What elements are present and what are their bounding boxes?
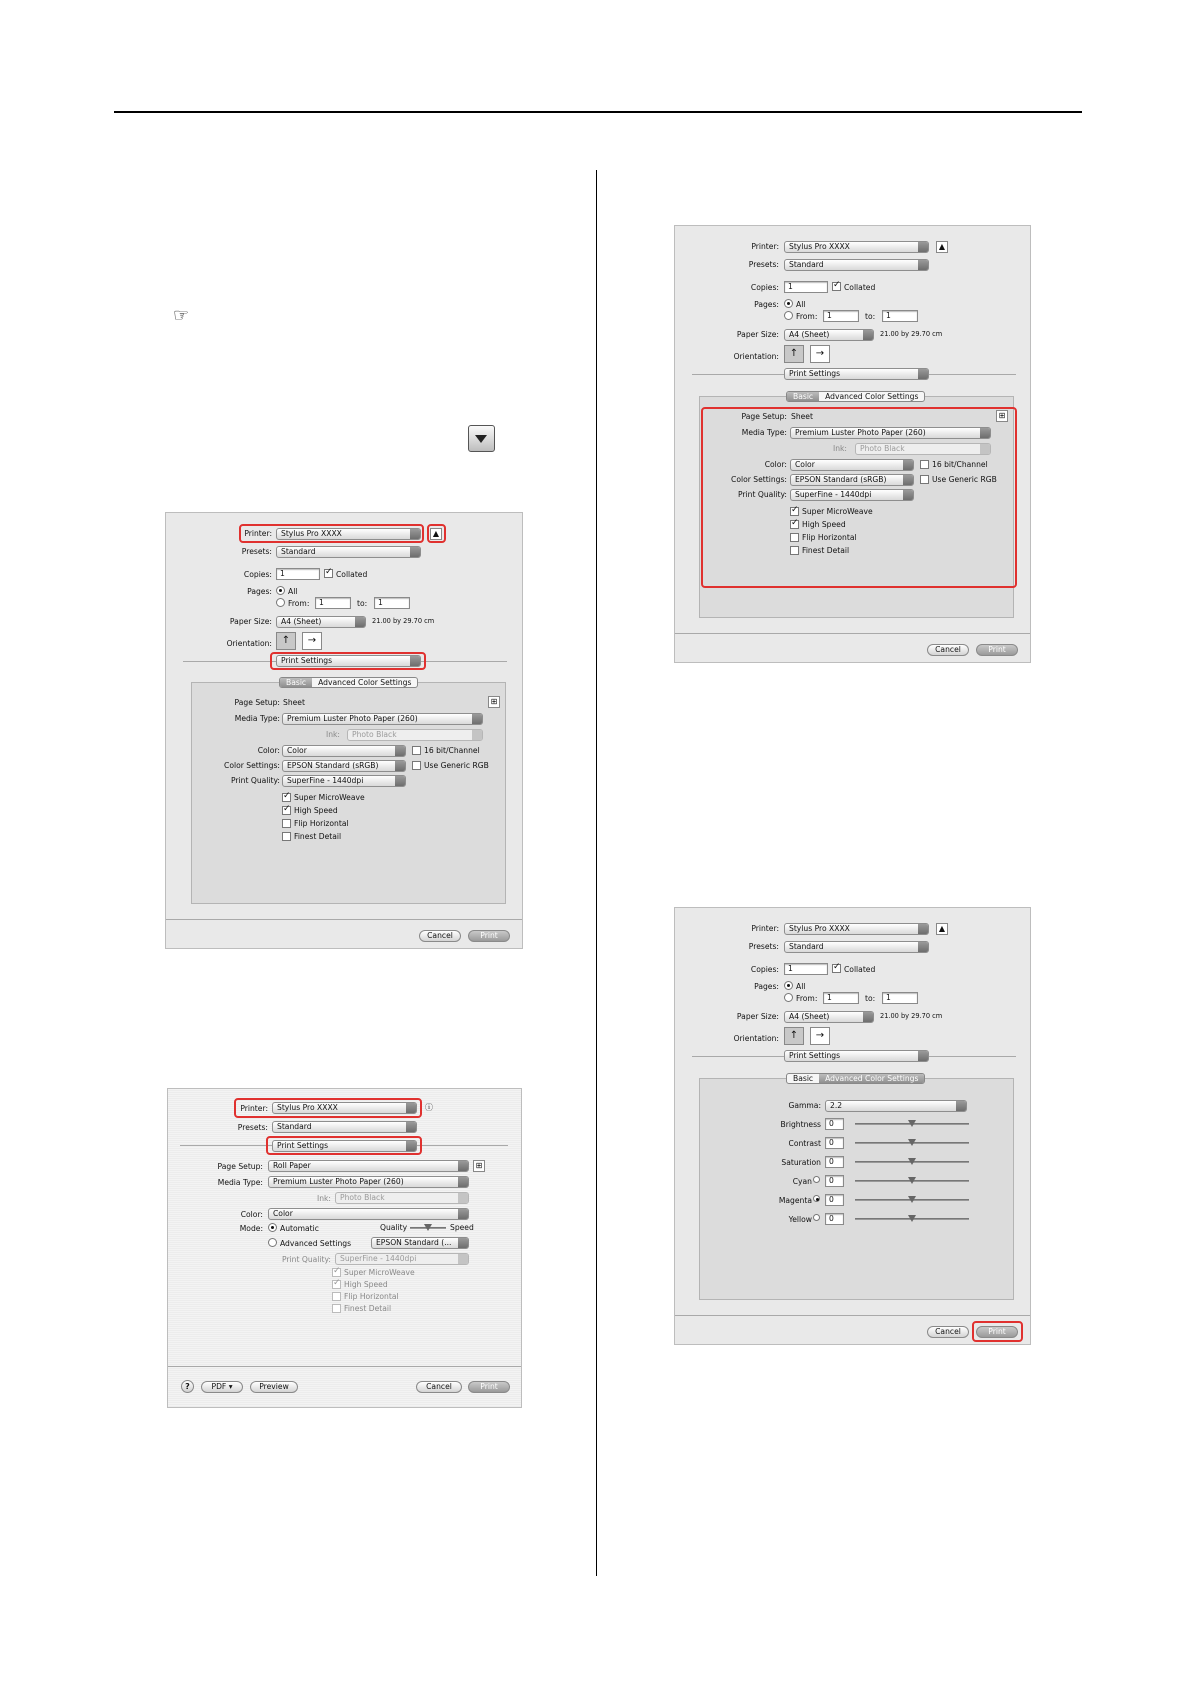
quality-label: Quality	[380, 1223, 408, 1232]
printer-label: Printer:	[751, 242, 779, 251]
expand-triangle-icon[interactable]: ▲	[936, 241, 948, 253]
media-type-popup[interactable]: Premium Luster Photo Paper (260)	[790, 427, 991, 439]
color-label: Color:	[240, 1210, 263, 1219]
magenta-radio[interactable]	[813, 1195, 820, 1202]
copies-field[interactable]: 1	[784, 963, 828, 975]
paper-setup-icon[interactable]: ⊞	[473, 1160, 485, 1172]
flip-horizontal-checkbox[interactable]	[790, 533, 799, 542]
presets-label: Presets:	[748, 942, 779, 951]
help-button[interactable]: ?	[181, 1380, 194, 1393]
presets-label: Presets:	[241, 547, 272, 556]
tab-switcher[interactable]	[786, 391, 925, 402]
high-speed-label: High Speed	[344, 1280, 388, 1289]
panel-menu-popup[interactable]: Print Settings	[784, 368, 929, 380]
cancel-button[interactable]: Cancel	[927, 644, 969, 656]
printer-highlight	[234, 1098, 422, 1118]
pages-all-label: All	[796, 300, 806, 309]
pages-label: Pages:	[754, 982, 779, 991]
cancel-button[interactable]: Cancel	[416, 1381, 462, 1393]
flip-horizontal-label: Flip Horizontal	[344, 1292, 399, 1301]
flip-horizontal-checkbox[interactable]	[282, 819, 291, 828]
automatic-label: Automatic	[280, 1224, 319, 1233]
print-button[interactable]: Print	[976, 1326, 1018, 1338]
pdf-button[interactable]: PDF ▾	[201, 1381, 243, 1393]
paper-size-popup[interactable]: A4 (Sheet)	[276, 616, 366, 628]
color-settings-label: Color Settings:	[731, 475, 787, 484]
ink-popup[interactable]: Photo Black	[335, 1192, 469, 1204]
printer-label: Printer:	[244, 529, 272, 538]
info-icon: ⓘ	[425, 1103, 433, 1112]
generic-rgb-checkbox[interactable]	[920, 475, 929, 484]
flip-horizontal-checkbox[interactable]	[332, 1292, 341, 1301]
collated-checkbox[interactable]	[832, 964, 841, 973]
ink-label: Ink:	[832, 444, 847, 453]
pointing-hand-icon: ☞	[173, 305, 190, 326]
column-divider	[596, 170, 597, 1576]
finest-detail-checkbox[interactable]	[790, 546, 799, 555]
presets-popup[interactable]: Standard	[276, 546, 421, 558]
collated-checkbox[interactable]	[324, 569, 333, 578]
contrast-thumb[interactable]	[908, 1139, 916, 1146]
orientation-label: Orientation:	[733, 1034, 779, 1043]
preview-button[interactable]: Preview	[250, 1381, 298, 1393]
page-setup-label: Page Setup:	[217, 1162, 263, 1171]
contrast-label: Contrast	[788, 1139, 821, 1148]
high-speed-checkbox[interactable]	[332, 1280, 341, 1289]
print-button[interactable]: Print	[468, 930, 510, 942]
generic-rgb-label: Use Generic RGB	[932, 475, 997, 484]
copies-label: Copies:	[750, 283, 779, 292]
paper-size-label: Paper Size:	[229, 617, 272, 626]
collated-label: Collated	[844, 283, 876, 292]
super-microweave-checkbox[interactable]	[332, 1268, 341, 1277]
from-label: From:	[796, 994, 818, 1003]
media-type-popup[interactable]: Premium Luster Photo Paper (260)	[268, 1176, 469, 1188]
copies-field[interactable]: 1	[784, 281, 828, 293]
tab-advanced-color[interactable]: Advanced Color Settings	[819, 1074, 924, 1083]
paper-setup-icon[interactable]: ⊞	[488, 696, 500, 708]
landscape-orientation-icon[interactable]: →	[302, 632, 322, 650]
super-microweave-label: Super MicroWeave	[802, 507, 873, 516]
high-speed-label: High Speed	[294, 806, 338, 815]
landscape-orientation-icon[interactable]: →	[810, 345, 830, 363]
presets-popup[interactable]: Standard	[784, 259, 929, 271]
saturation-field[interactable]: 0	[825, 1156, 844, 1168]
color-popup[interactable]: Color	[282, 745, 406, 757]
printer-popup[interactable]: Stylus Pro XXXX	[276, 528, 421, 540]
finest-detail-checkbox[interactable]	[282, 832, 291, 841]
yellow-thumb[interactable]	[908, 1215, 916, 1222]
panel-menu-popup[interactable]: Print Settings	[272, 1140, 417, 1152]
to-field[interactable]: 1	[882, 310, 918, 322]
bit16-label: 16 bit/Channel	[424, 746, 480, 755]
brightness-field[interactable]: 0	[825, 1118, 844, 1130]
presets-label: Presets:	[237, 1123, 268, 1132]
to-label: to:	[865, 994, 876, 1003]
color-settings-label: Color Settings:	[224, 761, 280, 770]
quality-speed-thumb[interactable]	[424, 1224, 432, 1231]
footer-separator	[675, 1315, 1030, 1316]
copies-label: Copies:	[750, 965, 779, 974]
print-quality-label: Print Quality:	[737, 490, 787, 499]
brightness-label: Brightness	[780, 1120, 821, 1129]
media-type-label: Media Type:	[234, 714, 280, 723]
pages-from-radio[interactable]	[784, 311, 793, 320]
presets-popup[interactable]: Standard	[272, 1121, 417, 1133]
paper-dims: 21.00 by 29.70 cm	[880, 330, 943, 338]
from-field[interactable]: 1	[823, 310, 859, 322]
panel-menu-popup[interactable]: Print Settings	[276, 655, 421, 667]
orientation-label: Orientation:	[226, 639, 272, 648]
advanced-settings-popup[interactable]: EPSON Standard (...	[371, 1237, 469, 1249]
tab-advanced-color[interactable]: Advanced Color Settings	[318, 678, 412, 687]
generic-rgb-label: Use Generic RGB	[424, 761, 489, 770]
gamma-popup[interactable]: 2.2	[825, 1100, 967, 1112]
print-quality-popup[interactable]: SuperFine - 1440dpi	[335, 1253, 469, 1265]
flip-horizontal-label: Flip Horizontal	[294, 819, 349, 828]
super-microweave-checkbox[interactable]	[282, 793, 291, 802]
contrast-field[interactable]: 0	[825, 1137, 844, 1149]
advanced-settings-radio[interactable]	[268, 1238, 277, 1247]
to-label: to:	[865, 312, 876, 321]
printer-popup[interactable]: Stylus Pro XXXX	[784, 241, 929, 253]
printer-highlight	[239, 524, 424, 543]
automatic-radio[interactable]	[268, 1223, 277, 1232]
print-button[interactable]: Print	[468, 1381, 510, 1393]
color-label: Color:	[257, 746, 280, 755]
high-speed-checkbox[interactable]	[282, 806, 291, 815]
generic-rgb-checkbox[interactable]	[412, 761, 421, 770]
paper-size-label: Paper Size:	[736, 330, 779, 339]
bit16-checkbox[interactable]	[920, 460, 929, 469]
panel-menu-highlight	[270, 652, 426, 670]
landscape-orientation-icon[interactable]: →	[810, 1027, 830, 1045]
print-quality-popup[interactable]: SuperFine - 1440dpi	[790, 489, 914, 501]
super-microweave-label: Super MicroWeave	[344, 1268, 415, 1277]
pages-from-radio[interactable]	[276, 598, 285, 607]
bit16-label: 16 bit/Channel	[932, 460, 988, 469]
printer-popup[interactable]: Stylus Pro XXXX	[272, 1102, 417, 1114]
magenta-field[interactable]: 0	[825, 1194, 844, 1206]
page-setup-value: Sheet	[283, 698, 305, 707]
to-field[interactable]: 1	[374, 597, 410, 609]
footer-separator	[168, 1366, 521, 1367]
paper-dims: 21.00 by 29.70 cm	[372, 617, 435, 625]
bit16-checkbox[interactable]	[412, 746, 421, 755]
footer-separator	[675, 633, 1030, 634]
super-microweave-label: Super MicroWeave	[294, 793, 365, 802]
magenta-label: Magenta	[778, 1196, 812, 1205]
saturation-label: Saturation	[781, 1158, 821, 1167]
from-field[interactable]: 1	[315, 597, 351, 609]
to-label: to:	[357, 599, 368, 608]
copies-field[interactable]: 1	[276, 568, 320, 580]
collated-label: Collated	[844, 965, 876, 974]
expand-triangle-icon[interactable]: ▲	[430, 528, 442, 540]
gamma-label: Gamma:	[788, 1101, 821, 1110]
from-label: From:	[796, 312, 818, 321]
high-speed-label: High Speed	[802, 520, 846, 529]
yellow-label: Yellow	[788, 1215, 812, 1224]
presets-label: Presets:	[748, 260, 779, 269]
page-setup-label: Page Setup:	[234, 698, 280, 707]
paper-setup-icon[interactable]: ⊞	[996, 410, 1008, 422]
footer-separator	[166, 919, 522, 920]
pages-all-label: All	[796, 982, 806, 991]
paper-size-label: Paper Size:	[736, 1012, 779, 1021]
finest-detail-label: Finest Detail	[802, 546, 850, 555]
cancel-button[interactable]: Cancel	[419, 930, 461, 942]
tab-advanced-color[interactable]: Advanced Color Settings	[825, 392, 919, 401]
pages-label: Pages:	[754, 300, 779, 309]
pages-from-radio[interactable]	[784, 993, 793, 1002]
speed-label: Speed	[450, 1223, 474, 1232]
page-setup-popup[interactable]: Roll Paper	[268, 1160, 469, 1172]
pages-all-radio[interactable]	[784, 981, 793, 990]
header-rule	[114, 111, 1082, 113]
print-dialog-screenshot-3	[674, 225, 1031, 663]
print-button-highlight	[972, 1321, 1023, 1342]
cyan-radio[interactable]	[813, 1176, 820, 1183]
pages-all-label: All	[288, 587, 298, 596]
ink-popup[interactable]: Photo Black	[855, 443, 991, 455]
saturation-thumb[interactable]	[908, 1158, 916, 1165]
printer-label: Printer:	[751, 924, 779, 933]
ink-popup[interactable]: Photo Black	[347, 729, 483, 741]
portrait-orientation-icon[interactable]: ↑	[276, 632, 296, 650]
print-button[interactable]: Print	[976, 644, 1018, 656]
portrait-orientation-icon[interactable]: ↑	[784, 345, 804, 363]
color-settings-popup[interactable]: EPSON Standard (sRGB)	[282, 760, 406, 772]
page-setup-value: Sheet	[791, 412, 813, 421]
media-type-label: Media Type:	[741, 428, 787, 437]
from-field[interactable]: 1	[823, 992, 859, 1004]
paper-size-popup[interactable]: A4 (Sheet)	[784, 1011, 874, 1023]
tab-switcher[interactable]	[279, 677, 418, 688]
cyan-thumb[interactable]	[908, 1177, 916, 1184]
media-type-popup[interactable]: Premium Luster Photo Paper (260)	[282, 713, 483, 725]
finest-detail-label: Finest Detail	[344, 1304, 392, 1313]
finest-detail-label: Finest Detail	[294, 832, 342, 841]
print-quality-popup[interactable]: SuperFine - 1440dpi	[282, 775, 406, 787]
color-settings-popup[interactable]: EPSON Standard (sRGB)	[790, 474, 914, 486]
from-label: From:	[288, 599, 310, 608]
color-popup[interactable]: Color	[790, 459, 914, 471]
page-setup-label: Page Setup:	[741, 412, 787, 421]
expand-highlight	[427, 524, 446, 543]
color-label: Color:	[764, 460, 787, 469]
tab-basic[interactable]: Basic	[787, 392, 819, 401]
pages-label: Pages:	[247, 587, 272, 596]
collated-label: Collated	[336, 570, 368, 579]
brightness-thumb[interactable]	[908, 1120, 916, 1127]
finest-detail-checkbox[interactable]	[332, 1304, 341, 1313]
mode-label: Mode:	[239, 1224, 263, 1233]
flip-horizontal-label: Flip Horizontal	[802, 533, 857, 542]
portrait-orientation-icon[interactable]: ↑	[784, 1027, 804, 1045]
print-dialog-screenshot-2	[167, 1088, 522, 1408]
print-dialog-screenshot-1	[165, 512, 523, 949]
tab-basic[interactable]: Basic	[793, 1074, 814, 1083]
presets-popup[interactable]: Standard	[784, 941, 929, 953]
ink-label: Ink:	[325, 730, 340, 739]
advanced-settings-label: Advanced Settings	[280, 1239, 352, 1248]
cyan-label: Cyan	[792, 1177, 812, 1186]
yellow-field[interactable]: 0	[825, 1213, 844, 1225]
cancel-button[interactable]: Cancel	[927, 1326, 969, 1338]
media-type-label: Media Type:	[217, 1178, 263, 1187]
print-quality-label: Print Quality:	[281, 1255, 331, 1264]
to-field[interactable]: 1	[882, 992, 918, 1004]
pages-all-radio[interactable]	[784, 299, 793, 308]
yellow-radio[interactable]	[813, 1214, 820, 1221]
color-popup[interactable]: Color	[268, 1208, 469, 1220]
pages-all-radio[interactable]	[276, 586, 285, 595]
paper-size-popup[interactable]: A4 (Sheet)	[784, 329, 874, 341]
orientation-label: Orientation:	[733, 352, 779, 361]
disclosure-triangle-icon	[468, 425, 495, 452]
collated-checkbox[interactable]	[832, 282, 841, 291]
print-dialog-screenshot-4	[674, 907, 1031, 1345]
tab-basic[interactable]: Basic	[280, 678, 312, 687]
copies-label: Copies:	[243, 570, 272, 579]
ink-label: Ink:	[316, 1194, 331, 1203]
tab-switcher[interactable]	[786, 1073, 925, 1084]
print-quality-label: Print Quality:	[230, 776, 280, 785]
magenta-thumb[interactable]	[908, 1196, 916, 1203]
paper-dims: 21.00 by 29.70 cm	[880, 1012, 943, 1020]
printer-popup[interactable]: Stylus Pro XXXX	[784, 923, 929, 935]
printer-label: Printer:	[240, 1104, 268, 1113]
panel-menu-highlight	[266, 1136, 422, 1155]
panel-menu-popup[interactable]: Print Settings	[784, 1050, 929, 1062]
super-microweave-checkbox[interactable]	[790, 507, 799, 516]
cyan-field[interactable]: 0	[825, 1175, 844, 1187]
high-speed-checkbox[interactable]	[790, 520, 799, 529]
expand-triangle-icon[interactable]: ▲	[936, 923, 948, 935]
